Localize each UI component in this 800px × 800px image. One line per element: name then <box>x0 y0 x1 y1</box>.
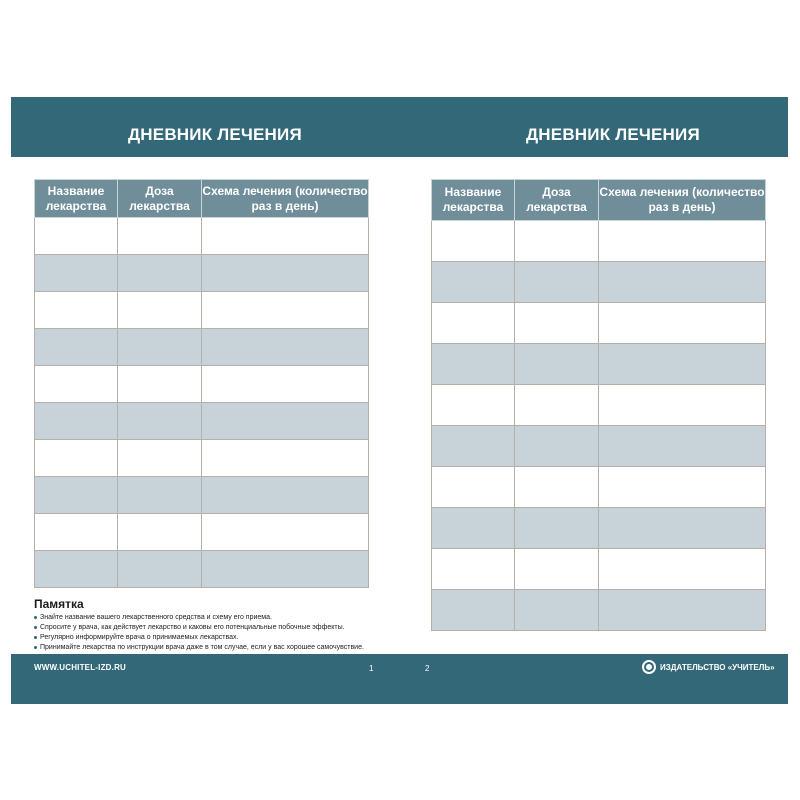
page-title-left: ДНЕВНИК ЛЕЧЕНИЯ <box>128 125 302 144</box>
cell-dose[interactable] <box>515 426 599 467</box>
publisher-logo-icon <box>642 660 656 674</box>
cell-dose[interactable] <box>515 221 599 262</box>
cell-schedule[interactable] <box>599 467 766 508</box>
cell-medicine-name[interactable] <box>35 218 118 255</box>
footer-url-link[interactable]: WWW.UCHITEL-IZD.RU <box>34 663 127 672</box>
cell-dose[interactable] <box>118 477 202 514</box>
table-row <box>35 218 369 255</box>
memo-item-text: Регулярно информируйте врача о принимаемых лекарствах. <box>40 634 239 641</box>
bullet-icon <box>34 626 37 629</box>
table-row <box>35 551 369 588</box>
bullet-icon <box>34 616 37 619</box>
table-row <box>432 590 766 631</box>
memo-item <box>34 633 379 643</box>
cell-schedule[interactable] <box>599 262 766 303</box>
cell-dose[interactable] <box>118 366 202 403</box>
publisher-name: ИЗДАТЕЛЬСТВО «УЧИТЕЛЬ» <box>660 662 775 672</box>
table-header-row <box>35 180 369 218</box>
header-schedule: Схема лечения (количество раз в день) <box>599 180 766 221</box>
table-row <box>432 344 766 385</box>
memo-list <box>34 613 379 653</box>
table-row <box>432 303 766 344</box>
table-row <box>35 514 369 551</box>
cell-medicine-name[interactable] <box>432 467 515 508</box>
table-row <box>432 385 766 426</box>
header-medicine-name: Название лекарства <box>432 180 515 221</box>
cell-dose[interactable] <box>118 514 202 551</box>
header-schedule: Схема лечения (количество раз в день) <box>202 180 369 218</box>
cell-schedule[interactable] <box>599 385 766 426</box>
treatment-table-right <box>431 179 766 631</box>
cell-dose[interactable] <box>515 303 599 344</box>
table-row <box>432 508 766 549</box>
table-row <box>432 467 766 508</box>
cell-medicine-name[interactable] <box>432 426 515 467</box>
bullet-icon <box>34 646 37 649</box>
cell-dose[interactable] <box>515 385 599 426</box>
cell-schedule[interactable] <box>202 403 369 440</box>
table-row <box>432 426 766 467</box>
cell-schedule[interactable] <box>599 344 766 385</box>
cell-dose[interactable] <box>118 329 202 366</box>
cell-schedule[interactable] <box>202 440 369 477</box>
cell-medicine-name[interactable] <box>35 477 118 514</box>
table-row <box>35 477 369 514</box>
cell-dose[interactable] <box>118 218 202 255</box>
cell-schedule[interactable] <box>202 514 369 551</box>
table-body-left <box>35 218 369 588</box>
cell-medicine-name[interactable] <box>35 440 118 477</box>
cell-schedule[interactable] <box>202 477 369 514</box>
cell-medicine-name[interactable] <box>35 329 118 366</box>
table-row <box>35 329 369 366</box>
cell-schedule[interactable] <box>202 366 369 403</box>
table-row <box>35 255 369 292</box>
memo-item-text: Знайте название вашего лекарственного средства и схему его приема. <box>40 614 272 621</box>
cell-schedule[interactable] <box>202 551 369 588</box>
cell-dose[interactable] <box>118 403 202 440</box>
cell-medicine-name[interactable] <box>35 255 118 292</box>
cell-dose[interactable] <box>118 292 202 329</box>
cell-medicine-name[interactable] <box>35 551 118 588</box>
table-row <box>35 292 369 329</box>
cell-medicine-name[interactable] <box>432 303 515 344</box>
table-row <box>432 262 766 303</box>
cell-dose[interactable] <box>118 551 202 588</box>
table-row <box>432 221 766 262</box>
cell-medicine-name[interactable] <box>35 514 118 551</box>
memo-item-text: Принимайте лекарства по инструкции врача даже в том случае, если у вас хорошее самочувствие. <box>40 644 364 651</box>
cell-dose[interactable] <box>515 344 599 385</box>
cell-medicine-name[interactable] <box>432 385 515 426</box>
treatment-table-left <box>34 179 369 588</box>
cell-medicine-name[interactable] <box>35 366 118 403</box>
cell-schedule[interactable] <box>202 329 369 366</box>
cell-medicine-name[interactable] <box>35 403 118 440</box>
memo-item-text: Спросите у врача, как действует лекарство и каковы его потенциальные побочные эффекты. <box>40 624 345 631</box>
bullet-icon <box>34 636 37 639</box>
memo-item <box>34 623 379 633</box>
cell-schedule[interactable] <box>599 303 766 344</box>
cell-medicine-name[interactable] <box>432 590 515 631</box>
cell-medicine-name[interactable] <box>35 292 118 329</box>
cell-schedule[interactable] <box>599 549 766 590</box>
cell-medicine-name[interactable] <box>432 549 515 590</box>
cell-schedule[interactable] <box>599 221 766 262</box>
cell-medicine-name[interactable] <box>432 262 515 303</box>
memo-section <box>34 597 379 653</box>
cell-medicine-name[interactable] <box>432 344 515 385</box>
memo-title: Памятка <box>34 597 84 611</box>
cell-dose[interactable] <box>515 590 599 631</box>
cell-dose[interactable] <box>118 440 202 477</box>
page-number-left: 1 <box>369 664 374 673</box>
cell-schedule[interactable] <box>599 590 766 631</box>
cell-dose[interactable] <box>515 508 599 549</box>
cell-dose[interactable] <box>515 467 599 508</box>
table-row <box>432 549 766 590</box>
page-title-right: ДНЕВНИК ЛЕЧЕНИЯ <box>526 125 700 144</box>
memo-item <box>34 613 379 623</box>
cell-schedule[interactable] <box>599 426 766 467</box>
header-dose: Доза лекарства <box>515 180 599 221</box>
publisher-brand <box>642 659 775 675</box>
table-row <box>35 366 369 403</box>
header-dose: Доза лекарства <box>118 180 202 218</box>
table-body-right <box>432 221 766 631</box>
table-header-row <box>432 180 766 221</box>
page-number-right: 2 <box>425 664 430 673</box>
table-row <box>35 440 369 477</box>
cell-dose[interactable] <box>118 255 202 292</box>
cell-dose[interactable] <box>515 262 599 303</box>
cell-schedule[interactable] <box>202 292 369 329</box>
cell-medicine-name[interactable] <box>432 508 515 549</box>
memo-item <box>34 643 379 653</box>
header-medicine-name: Название лекарства <box>35 180 118 218</box>
table-row <box>35 403 369 440</box>
cell-schedule[interactable] <box>599 508 766 549</box>
cell-medicine-name[interactable] <box>432 221 515 262</box>
cell-dose[interactable] <box>515 549 599 590</box>
cell-schedule[interactable] <box>202 255 369 292</box>
cell-schedule[interactable] <box>202 218 369 255</box>
